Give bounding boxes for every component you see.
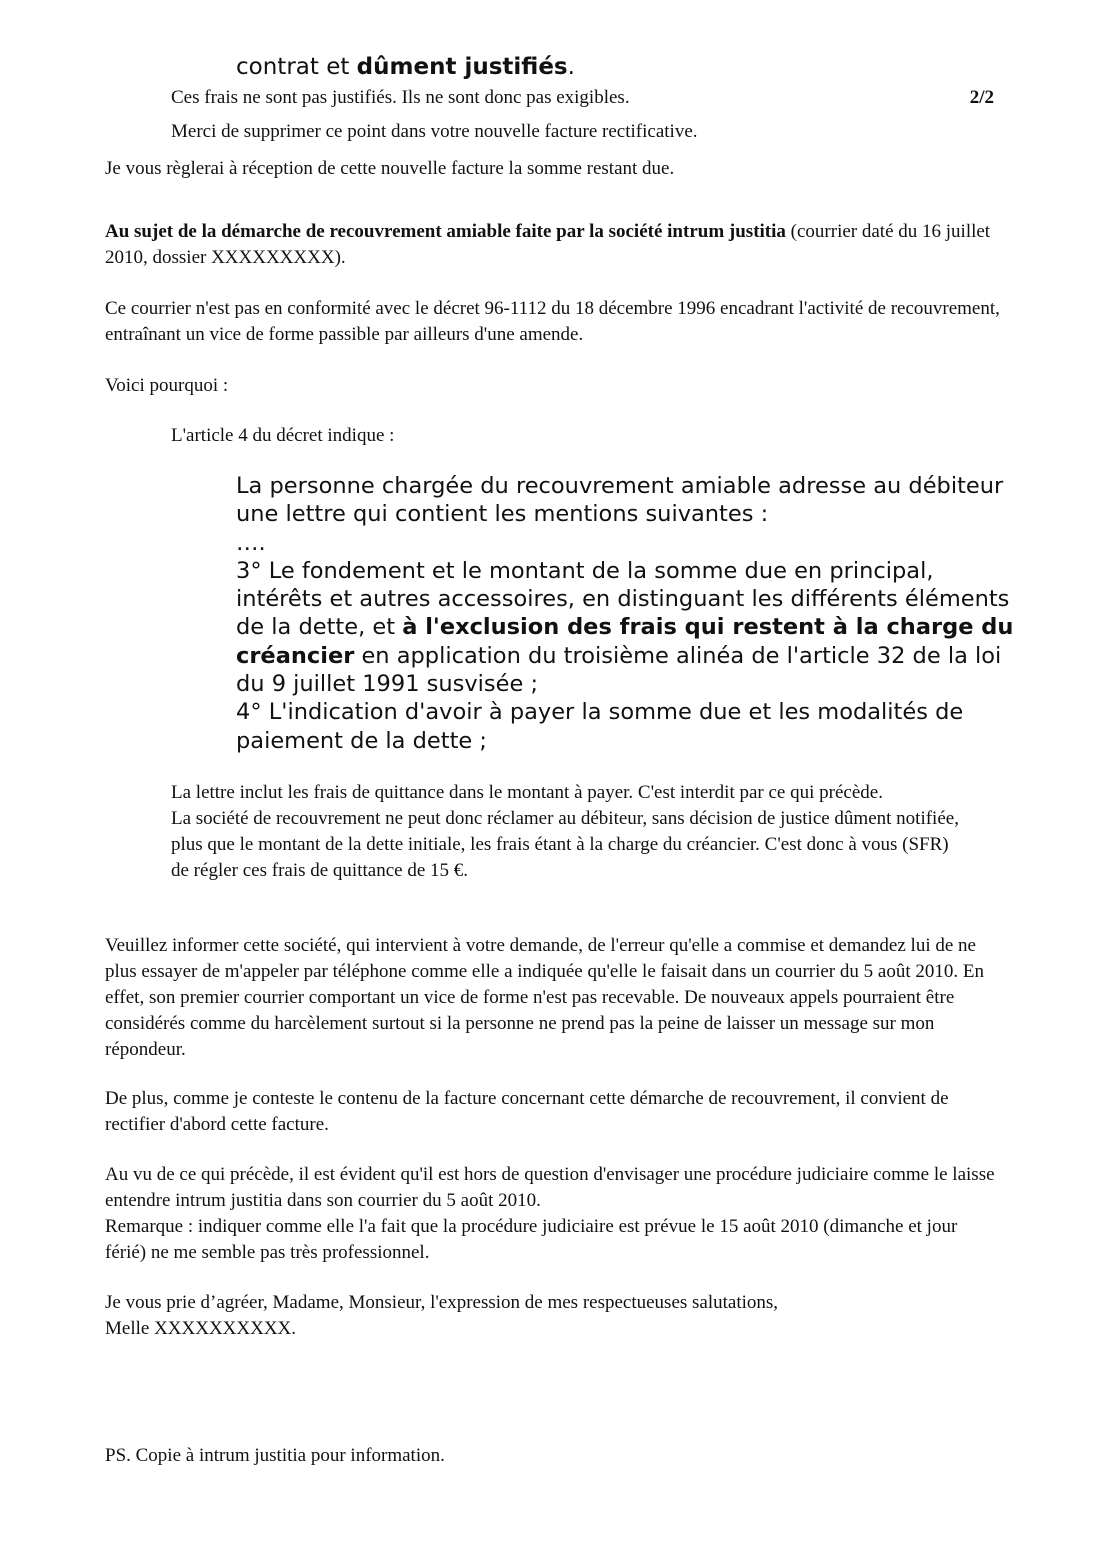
- explanation-2: La société de recouvrement ne peut donc réclamer au débiteur, sans décision de justice dûment notifiée, plus que le montant de la dette initiale, les frais étant à la charge du créancier. C'est donc à vous (SFR) de régler ces frais de quittance de 15 €.: [171, 808, 959, 881]
- quote-continuation: [236, 52, 575, 82]
- subject-paragraph: [105, 219, 1000, 271]
- quote-item-3: [236, 557, 1026, 698]
- indented-line-1: Ces frais ne sont pas justifiés. Ils ne sont donc pas exigibles.: [171, 87, 630, 108]
- explanation-1: La lettre inclut les frais de quittance dans le montant à payer. C'est interdit par ce qui précède.: [171, 782, 883, 803]
- decree-paragraph: Ce courrier n'est pas en conformité avec le décret 96-1112 du 18 décembre 1996 encadrant l'activité de recouvrement, entraînant un vice de forme passible par ailleurs d'une amende.: [105, 298, 1000, 345]
- quote-line-1: La personne chargée du recouvrement amiable adresse au débiteur une lettre qui contient les mentions suivantes :: [236, 473, 1004, 528]
- decree-quote: [236, 472, 1026, 755]
- conclusion-block: [105, 1162, 1000, 1266]
- page-number: 2/2: [969, 87, 994, 108]
- quote-item-3-bold: à l'exclusion des frais qui restent à la charge du créancier: [236, 614, 1014, 669]
- quote-continuation-bold: dûment justifiés: [356, 54, 568, 80]
- closing-block: [105, 1290, 1000, 1342]
- subject-heading: Au sujet de la démarche de recouvrement amiable faite par la société intrum justitia: [105, 221, 786, 242]
- quote-continuation-suffix: .: [567, 54, 575, 80]
- conclusion-remark: Remarque : indiquer comme elle l'a fait que la procédure judiciaire est prévue le 15 août 2010 (dimanche et jour férié) ne me semble pas très professionnel.: [105, 1216, 958, 1263]
- explanation-block: [171, 780, 961, 884]
- quote-item-3-text: 3° Le fondement et le montant de la somme due en principal, intérêts et autres accessoires, en distinguant les différents éléments de la dette, et: [236, 557, 1010, 641]
- indented-line-2: Merci de supprimer ce point dans votre nouvelle facture rectificative.: [171, 121, 698, 142]
- inform-paragraph: Veuillez informer cette société, qui intervient à votre demande, de l'erreur qu'elle a commise et demandez lui de ne plus essayer de m'appeler par téléphone comme elle a indiquée qu'elle le faisait dans un courrier du 5 août 2010. En effet, son premier courrier comportant un vice de forme n'est pas recevable. De nouveaux appels pourraient être considérés comme du harcèlement surtout si la personne ne prend pas la peine de laisser un message sur mon répondeur.: [105, 935, 984, 1060]
- quote-ellipsis: ….: [236, 529, 266, 556]
- contest-paragraph: De plus, comme je conteste le contenu de la facture concernant cette démarche de recouvrement, il convient de rectifier d'abord cette facture.: [105, 1088, 949, 1135]
- postscript: PS. Copie à intrum justitia pour information.: [105, 1445, 445, 1466]
- subject-details: (courrier daté du 16 juillet 2010, dossier XXXXXXXXX).: [105, 221, 991, 268]
- quote-item-3-tail: en application du troisième alinéa de l'article 32 de la loi du 9 juillet 1991 susvisée ;: [236, 642, 1002, 698]
- voici-pourquoi: Voici pourquoi :: [105, 375, 229, 396]
- closing-salutation: Je vous prie d’agréer, Madame, Monsieur, l'expression de mes respectueuses salutations,: [105, 1292, 779, 1313]
- article-intro: L'article 4 du décret indique :: [171, 425, 395, 446]
- payment-paragraph: Je vous règlerai à réception de cette nouvelle facture la somme restant due.: [105, 158, 675, 179]
- quote-item-4: 4° L'indication d'avoir à payer la somme due et les modalités de paiement de la dette ;: [236, 699, 964, 754]
- quote-continuation-text: contrat et: [236, 54, 357, 80]
- signature: Melle XXXXXXXXXX.: [105, 1318, 297, 1339]
- conclusion-1: Au vu de ce qui précède, il est évident qu'il est hors de question d'envisager une procédure judiciaire comme le laisse entendre intrum justitia dans son courrier du 5 août 2010.: [105, 1164, 995, 1211]
